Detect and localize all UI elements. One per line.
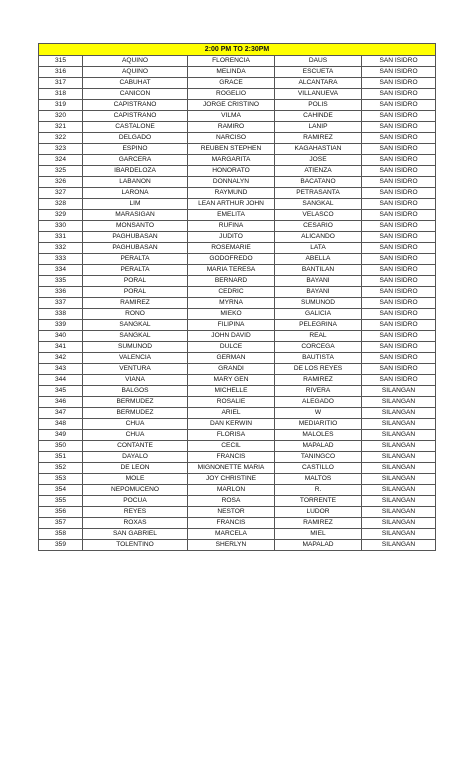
table-row <box>39 144 436 155</box>
barangay-cell: SAN ISIDRO <box>362 144 436 155</box>
barangay-cell: SAN ISIDRO <box>362 111 436 122</box>
table-row <box>39 441 436 452</box>
row-number-cell: 327 <box>39 188 83 199</box>
middle-name-cell: PELEGRINA <box>275 320 362 331</box>
table-row <box>39 287 436 298</box>
barangay-cell: SAN ISIDRO <box>362 199 436 210</box>
table-row <box>39 166 436 177</box>
row-number-cell: 357 <box>39 518 83 529</box>
middle-name-cell: BAYANI <box>275 276 362 287</box>
last-name-cell: VENTURA <box>83 364 188 375</box>
last-name-cell: AQUINO <box>83 67 188 78</box>
first-name-cell: MARCELA <box>188 529 275 540</box>
last-name-cell: LARONA <box>83 188 188 199</box>
first-name-cell: MARGARITA <box>188 155 275 166</box>
table-row <box>39 221 436 232</box>
last-name-cell: MOLE <box>83 474 188 485</box>
middle-name-cell: VILLANUEVA <box>275 89 362 100</box>
first-name-cell: ROSA <box>188 496 275 507</box>
first-name-cell: VILMA <box>188 111 275 122</box>
middle-name-cell: REAL <box>275 331 362 342</box>
barangay-cell: SAN ISIDRO <box>362 254 436 265</box>
middle-name-cell: KAGAHASTIAN <box>275 144 362 155</box>
middle-name-cell: SANGKAL <box>275 199 362 210</box>
first-name-cell: MELINDA <box>188 67 275 78</box>
barangay-cell: SAN ISIDRO <box>362 331 436 342</box>
last-name-cell: MONSANTO <box>83 221 188 232</box>
first-name-cell: MIGNONETTE MARIA <box>188 463 275 474</box>
middle-name-cell: BANTILAN <box>275 265 362 276</box>
table-row <box>39 463 436 474</box>
middle-name-cell: ALICANDO <box>275 232 362 243</box>
last-name-cell: CANICON <box>83 89 188 100</box>
last-name-cell: RAMIREZ <box>83 298 188 309</box>
barangay-cell: SILANGAN <box>362 386 436 397</box>
first-name-cell: ARIEL <box>188 408 275 419</box>
table-row <box>39 430 436 441</box>
first-name-cell: ROGELIO <box>188 89 275 100</box>
barangay-cell: SAN ISIDRO <box>362 375 436 386</box>
middle-name-cell: RAMIREZ <box>275 133 362 144</box>
last-name-cell: BERMUDEZ <box>83 397 188 408</box>
row-number-cell: 328 <box>39 199 83 210</box>
table-row <box>39 507 436 518</box>
last-name-cell: DAYALO <box>83 452 188 463</box>
middle-name-cell: ATIENZA <box>275 166 362 177</box>
first-name-cell: SHERLYN <box>188 540 275 551</box>
middle-name-cell: RIVERA <box>275 386 362 397</box>
barangay-cell: SAN ISIDRO <box>362 166 436 177</box>
table-row <box>39 133 436 144</box>
last-name-cell: PORAL <box>83 287 188 298</box>
middle-name-cell: TANINGCO <box>275 452 362 463</box>
middle-name-cell: CORCEGA <box>275 342 362 353</box>
table-row <box>39 100 436 111</box>
row-number-cell: 338 <box>39 309 83 320</box>
row-number-cell: 337 <box>39 298 83 309</box>
middle-name-cell: MAPALAD <box>275 540 362 551</box>
barangay-cell: SILANGAN <box>362 430 436 441</box>
row-number-cell: 346 <box>39 397 83 408</box>
middle-name-cell: BAYANI <box>275 287 362 298</box>
barangay-cell: SAN ISIDRO <box>362 287 436 298</box>
middle-name-cell: DAUS <box>275 56 362 67</box>
table-row <box>39 452 436 463</box>
barangay-cell: SILANGAN <box>362 529 436 540</box>
row-number-cell: 353 <box>39 474 83 485</box>
row-number-cell: 334 <box>39 265 83 276</box>
first-name-cell: HONORATO <box>188 166 275 177</box>
middle-name-cell: POLIS <box>275 100 362 111</box>
barangay-cell: SILANGAN <box>362 474 436 485</box>
first-name-cell: REUBEN STEPHEN <box>188 144 275 155</box>
barangay-cell: SAN ISIDRO <box>362 298 436 309</box>
first-name-cell: CEDRIC <box>188 287 275 298</box>
first-name-cell: DAN KERWIN <box>188 419 275 430</box>
last-name-cell: REYES <box>83 507 188 518</box>
last-name-cell: SANGKAL <box>83 320 188 331</box>
middle-name-cell: ALCANTARA <box>275 78 362 89</box>
row-number-cell: 325 <box>39 166 83 177</box>
time-slot-header: 2:00 PM TO 2:30PM <box>39 44 436 56</box>
last-name-cell: CONTANTE <box>83 441 188 452</box>
row-number-cell: 340 <box>39 331 83 342</box>
table-row <box>39 177 436 188</box>
middle-name-cell: LUDOR <box>275 507 362 518</box>
first-name-cell: BERNARD <box>188 276 275 287</box>
first-name-cell: MICHELLE <box>188 386 275 397</box>
last-name-cell: DE LEON <box>83 463 188 474</box>
row-number-cell: 351 <box>39 452 83 463</box>
table-row <box>39 397 436 408</box>
row-number-cell: 322 <box>39 133 83 144</box>
last-name-cell: NEPOMUCENO <box>83 485 188 496</box>
barangay-cell: SAN ISIDRO <box>362 364 436 375</box>
middle-name-cell: CESARIO <box>275 221 362 232</box>
row-number-cell: 339 <box>39 320 83 331</box>
table-row <box>39 188 436 199</box>
last-name-cell: BERMUDEZ <box>83 408 188 419</box>
middle-name-cell: RAMIREZ <box>275 375 362 386</box>
barangay-cell: SAN ISIDRO <box>362 133 436 144</box>
last-name-cell: PAGHUBASAN <box>83 243 188 254</box>
table-row <box>39 518 436 529</box>
last-name-cell: VIANA <box>83 375 188 386</box>
barangay-cell: SAN ISIDRO <box>362 210 436 221</box>
table-row <box>39 210 436 221</box>
barangay-cell: SAN ISIDRO <box>362 342 436 353</box>
middle-name-cell: CAHINDE <box>275 111 362 122</box>
table-row <box>39 331 436 342</box>
table-row <box>39 353 436 364</box>
barangay-cell: SAN ISIDRO <box>362 353 436 364</box>
table-row <box>39 78 436 89</box>
table-row <box>39 56 436 67</box>
first-name-cell: FRANCIS <box>188 518 275 529</box>
barangay-cell: SILANGAN <box>362 441 436 452</box>
first-name-cell: DONNALYN <box>188 177 275 188</box>
middle-name-cell: VELASCO <box>275 210 362 221</box>
table-row <box>39 320 436 331</box>
barangay-cell: SAN ISIDRO <box>362 78 436 89</box>
middle-name-cell: BAUTISTA <box>275 353 362 364</box>
first-name-cell: FLORISA <box>188 430 275 441</box>
barangay-cell: SILANGAN <box>362 397 436 408</box>
middle-name-cell: ABELLA <box>275 254 362 265</box>
first-name-cell: RUFINA <box>188 221 275 232</box>
barangay-cell: SILANGAN <box>362 485 436 496</box>
last-name-cell: CHUA <box>83 430 188 441</box>
last-name-cell: MARASIGAN <box>83 210 188 221</box>
barangay-cell: SILANGAN <box>362 419 436 430</box>
row-number-cell: 315 <box>39 56 83 67</box>
row-number-cell: 345 <box>39 386 83 397</box>
barangay-cell: SAN ISIDRO <box>362 155 436 166</box>
first-name-cell: FILIPINA <box>188 320 275 331</box>
row-number-cell: 352 <box>39 463 83 474</box>
middle-name-cell: LATA <box>275 243 362 254</box>
first-name-cell: ROSEMARIE <box>188 243 275 254</box>
first-name-cell: MIEKO <box>188 309 275 320</box>
first-name-cell: LEAN ARTHUR JOHN <box>188 199 275 210</box>
last-name-cell: CHUA <box>83 419 188 430</box>
row-number-cell: 358 <box>39 529 83 540</box>
row-number-cell: 331 <box>39 232 83 243</box>
middle-name-cell: ALEGADO <box>275 397 362 408</box>
first-name-cell: MYRNA <box>188 298 275 309</box>
first-name-cell: JORGE CRISTINO <box>188 100 275 111</box>
barangay-cell: SILANGAN <box>362 540 436 551</box>
row-number-cell: 336 <box>39 287 83 298</box>
last-name-cell: CABUHAT <box>83 78 188 89</box>
middle-name-cell: MAPALAD <box>275 441 362 452</box>
row-number-cell: 344 <box>39 375 83 386</box>
middle-name-cell: DE LOS REYES <box>275 364 362 375</box>
table-row <box>39 375 436 386</box>
barangay-cell: SILANGAN <box>362 452 436 463</box>
table-row <box>39 364 436 375</box>
middle-name-cell: SUMUNOD <box>275 298 362 309</box>
row-number-cell: 356 <box>39 507 83 518</box>
middle-name-cell: BACATANO <box>275 177 362 188</box>
last-name-cell: BALGOS <box>83 386 188 397</box>
row-number-cell: 321 <box>39 122 83 133</box>
barangay-cell: SILANGAN <box>362 463 436 474</box>
table-row <box>39 89 436 100</box>
row-number-cell: 342 <box>39 353 83 364</box>
barangay-cell: SAN ISIDRO <box>362 221 436 232</box>
table-row <box>39 529 436 540</box>
middle-name-cell: JOSE <box>275 155 362 166</box>
table-row <box>39 298 436 309</box>
barangay-cell: SILANGAN <box>362 408 436 419</box>
table-row <box>39 67 436 78</box>
middle-name-cell: R. <box>275 485 362 496</box>
table-row <box>39 122 436 133</box>
middle-name-cell: LANIP <box>275 122 362 133</box>
barangay-cell: SAN ISIDRO <box>362 243 436 254</box>
table-row <box>39 485 436 496</box>
time-slot-header-row <box>39 44 436 56</box>
last-name-cell: ROXAS <box>83 518 188 529</box>
row-number-cell: 324 <box>39 155 83 166</box>
barangay-cell: SILANGAN <box>362 518 436 529</box>
first-name-cell: DULCE <box>188 342 275 353</box>
row-number-cell: 323 <box>39 144 83 155</box>
first-name-cell: MARY GEN <box>188 375 275 386</box>
last-name-cell: CAPISTRANO <box>83 100 188 111</box>
table-row <box>39 199 436 210</box>
table-row <box>39 540 436 551</box>
last-name-cell: VALENCIA <box>83 353 188 364</box>
row-number-cell: 316 <box>39 67 83 78</box>
middle-name-cell: RAMIREZ <box>275 518 362 529</box>
middle-name-cell: PETRASANTA <box>275 188 362 199</box>
first-name-cell: GERMAN <box>188 353 275 364</box>
barangay-cell: SAN ISIDRO <box>362 232 436 243</box>
last-name-cell: CAPISTRANO <box>83 111 188 122</box>
row-number-cell: 350 <box>39 441 83 452</box>
first-name-cell: RAMIRO <box>188 122 275 133</box>
last-name-cell: SAN GABRIEL <box>83 529 188 540</box>
last-name-cell: ESPINO <box>83 144 188 155</box>
barangay-cell: SAN ISIDRO <box>362 100 436 111</box>
last-name-cell: SUMUNOD <box>83 342 188 353</box>
last-name-cell: DELGADO <box>83 133 188 144</box>
barangay-cell: SAN ISIDRO <box>362 122 436 133</box>
row-number-cell: 326 <box>39 177 83 188</box>
first-name-cell: MARIA TERESA <box>188 265 275 276</box>
middle-name-cell: GALICIA <box>275 309 362 320</box>
first-name-cell: FRANCIS <box>188 452 275 463</box>
table-row <box>39 408 436 419</box>
last-name-cell: AQUINO <box>83 56 188 67</box>
middle-name-cell: MALOLES <box>275 430 362 441</box>
first-name-cell: GRACE <box>188 78 275 89</box>
table-row <box>39 474 436 485</box>
middle-name-cell: W <box>275 408 362 419</box>
row-number-cell: 349 <box>39 430 83 441</box>
first-name-cell: EMELITA <box>188 210 275 221</box>
middle-name-cell: MEDIARITIO <box>275 419 362 430</box>
row-number-cell: 320 <box>39 111 83 122</box>
table-row <box>39 111 436 122</box>
middle-name-cell: MALTOS <box>275 474 362 485</box>
row-number-cell: 329 <box>39 210 83 221</box>
table-row <box>39 309 436 320</box>
row-number-cell: 355 <box>39 496 83 507</box>
last-name-cell: TOLENTINO <box>83 540 188 551</box>
first-name-cell: GRANDI <box>188 364 275 375</box>
barangay-cell: SAN ISIDRO <box>362 265 436 276</box>
first-name-cell: ROSALIE <box>188 397 275 408</box>
table-row <box>39 254 436 265</box>
barangay-cell: SAN ISIDRO <box>362 188 436 199</box>
row-number-cell: 359 <box>39 540 83 551</box>
middle-name-cell: CASTILLO <box>275 463 362 474</box>
row-number-cell: 330 <box>39 221 83 232</box>
first-name-cell: MARLON <box>188 485 275 496</box>
row-number-cell: 343 <box>39 364 83 375</box>
row-number-cell: 341 <box>39 342 83 353</box>
first-name-cell: FLORENCIA <box>188 56 275 67</box>
barangay-cell: SAN ISIDRO <box>362 67 436 78</box>
last-name-cell: CASTALONE <box>83 122 188 133</box>
barangay-cell: SAN ISIDRO <box>362 309 436 320</box>
table-row <box>39 342 436 353</box>
barangay-cell: SAN ISIDRO <box>362 89 436 100</box>
first-name-cell: GODOFREDO <box>188 254 275 265</box>
last-name-cell: PERALTA <box>83 254 188 265</box>
schedule-table <box>38 43 436 551</box>
last-name-cell: PAGHUBASAN <box>83 232 188 243</box>
last-name-cell: PORAL <box>83 276 188 287</box>
table-row <box>39 496 436 507</box>
middle-name-cell: ESCUETA <box>275 67 362 78</box>
table-row <box>39 276 436 287</box>
last-name-cell: IBARDELOZA <box>83 166 188 177</box>
row-number-cell: 354 <box>39 485 83 496</box>
first-name-cell: CECIL <box>188 441 275 452</box>
middle-name-cell: MIEL <box>275 529 362 540</box>
table-row <box>39 419 436 430</box>
last-name-cell: RONO <box>83 309 188 320</box>
table-row <box>39 265 436 276</box>
table-row <box>39 155 436 166</box>
last-name-cell: SANGKAL <box>83 331 188 342</box>
barangay-cell: SAN ISIDRO <box>362 177 436 188</box>
row-number-cell: 335 <box>39 276 83 287</box>
row-number-cell: 317 <box>39 78 83 89</box>
first-name-cell: JOY CHRISTINE <box>188 474 275 485</box>
table-row <box>39 232 436 243</box>
last-name-cell: PERALTA <box>83 265 188 276</box>
table-row <box>39 243 436 254</box>
table-row <box>39 386 436 397</box>
row-number-cell: 319 <box>39 100 83 111</box>
barangay-cell: SILANGAN <box>362 507 436 518</box>
first-name-cell: NESTOR <box>188 507 275 518</box>
barangay-cell: SAN ISIDRO <box>362 276 436 287</box>
row-number-cell: 332 <box>39 243 83 254</box>
row-number-cell: 318 <box>39 89 83 100</box>
last-name-cell: LABANON <box>83 177 188 188</box>
last-name-cell: LIM <box>83 199 188 210</box>
barangay-cell: SAN ISIDRO <box>362 320 436 331</box>
barangay-cell: SILANGAN <box>362 496 436 507</box>
last-name-cell: GARCERA <box>83 155 188 166</box>
row-number-cell: 348 <box>39 419 83 430</box>
last-name-cell: POCUA <box>83 496 188 507</box>
row-number-cell: 333 <box>39 254 83 265</box>
first-name-cell: RAYMUND <box>188 188 275 199</box>
first-name-cell: NARCISO <box>188 133 275 144</box>
middle-name-cell: TORRENTE <box>275 496 362 507</box>
first-name-cell: JOHN DAVID <box>188 331 275 342</box>
barangay-cell: SAN ISIDRO <box>362 56 436 67</box>
row-number-cell: 347 <box>39 408 83 419</box>
first-name-cell: JUDITO <box>188 232 275 243</box>
